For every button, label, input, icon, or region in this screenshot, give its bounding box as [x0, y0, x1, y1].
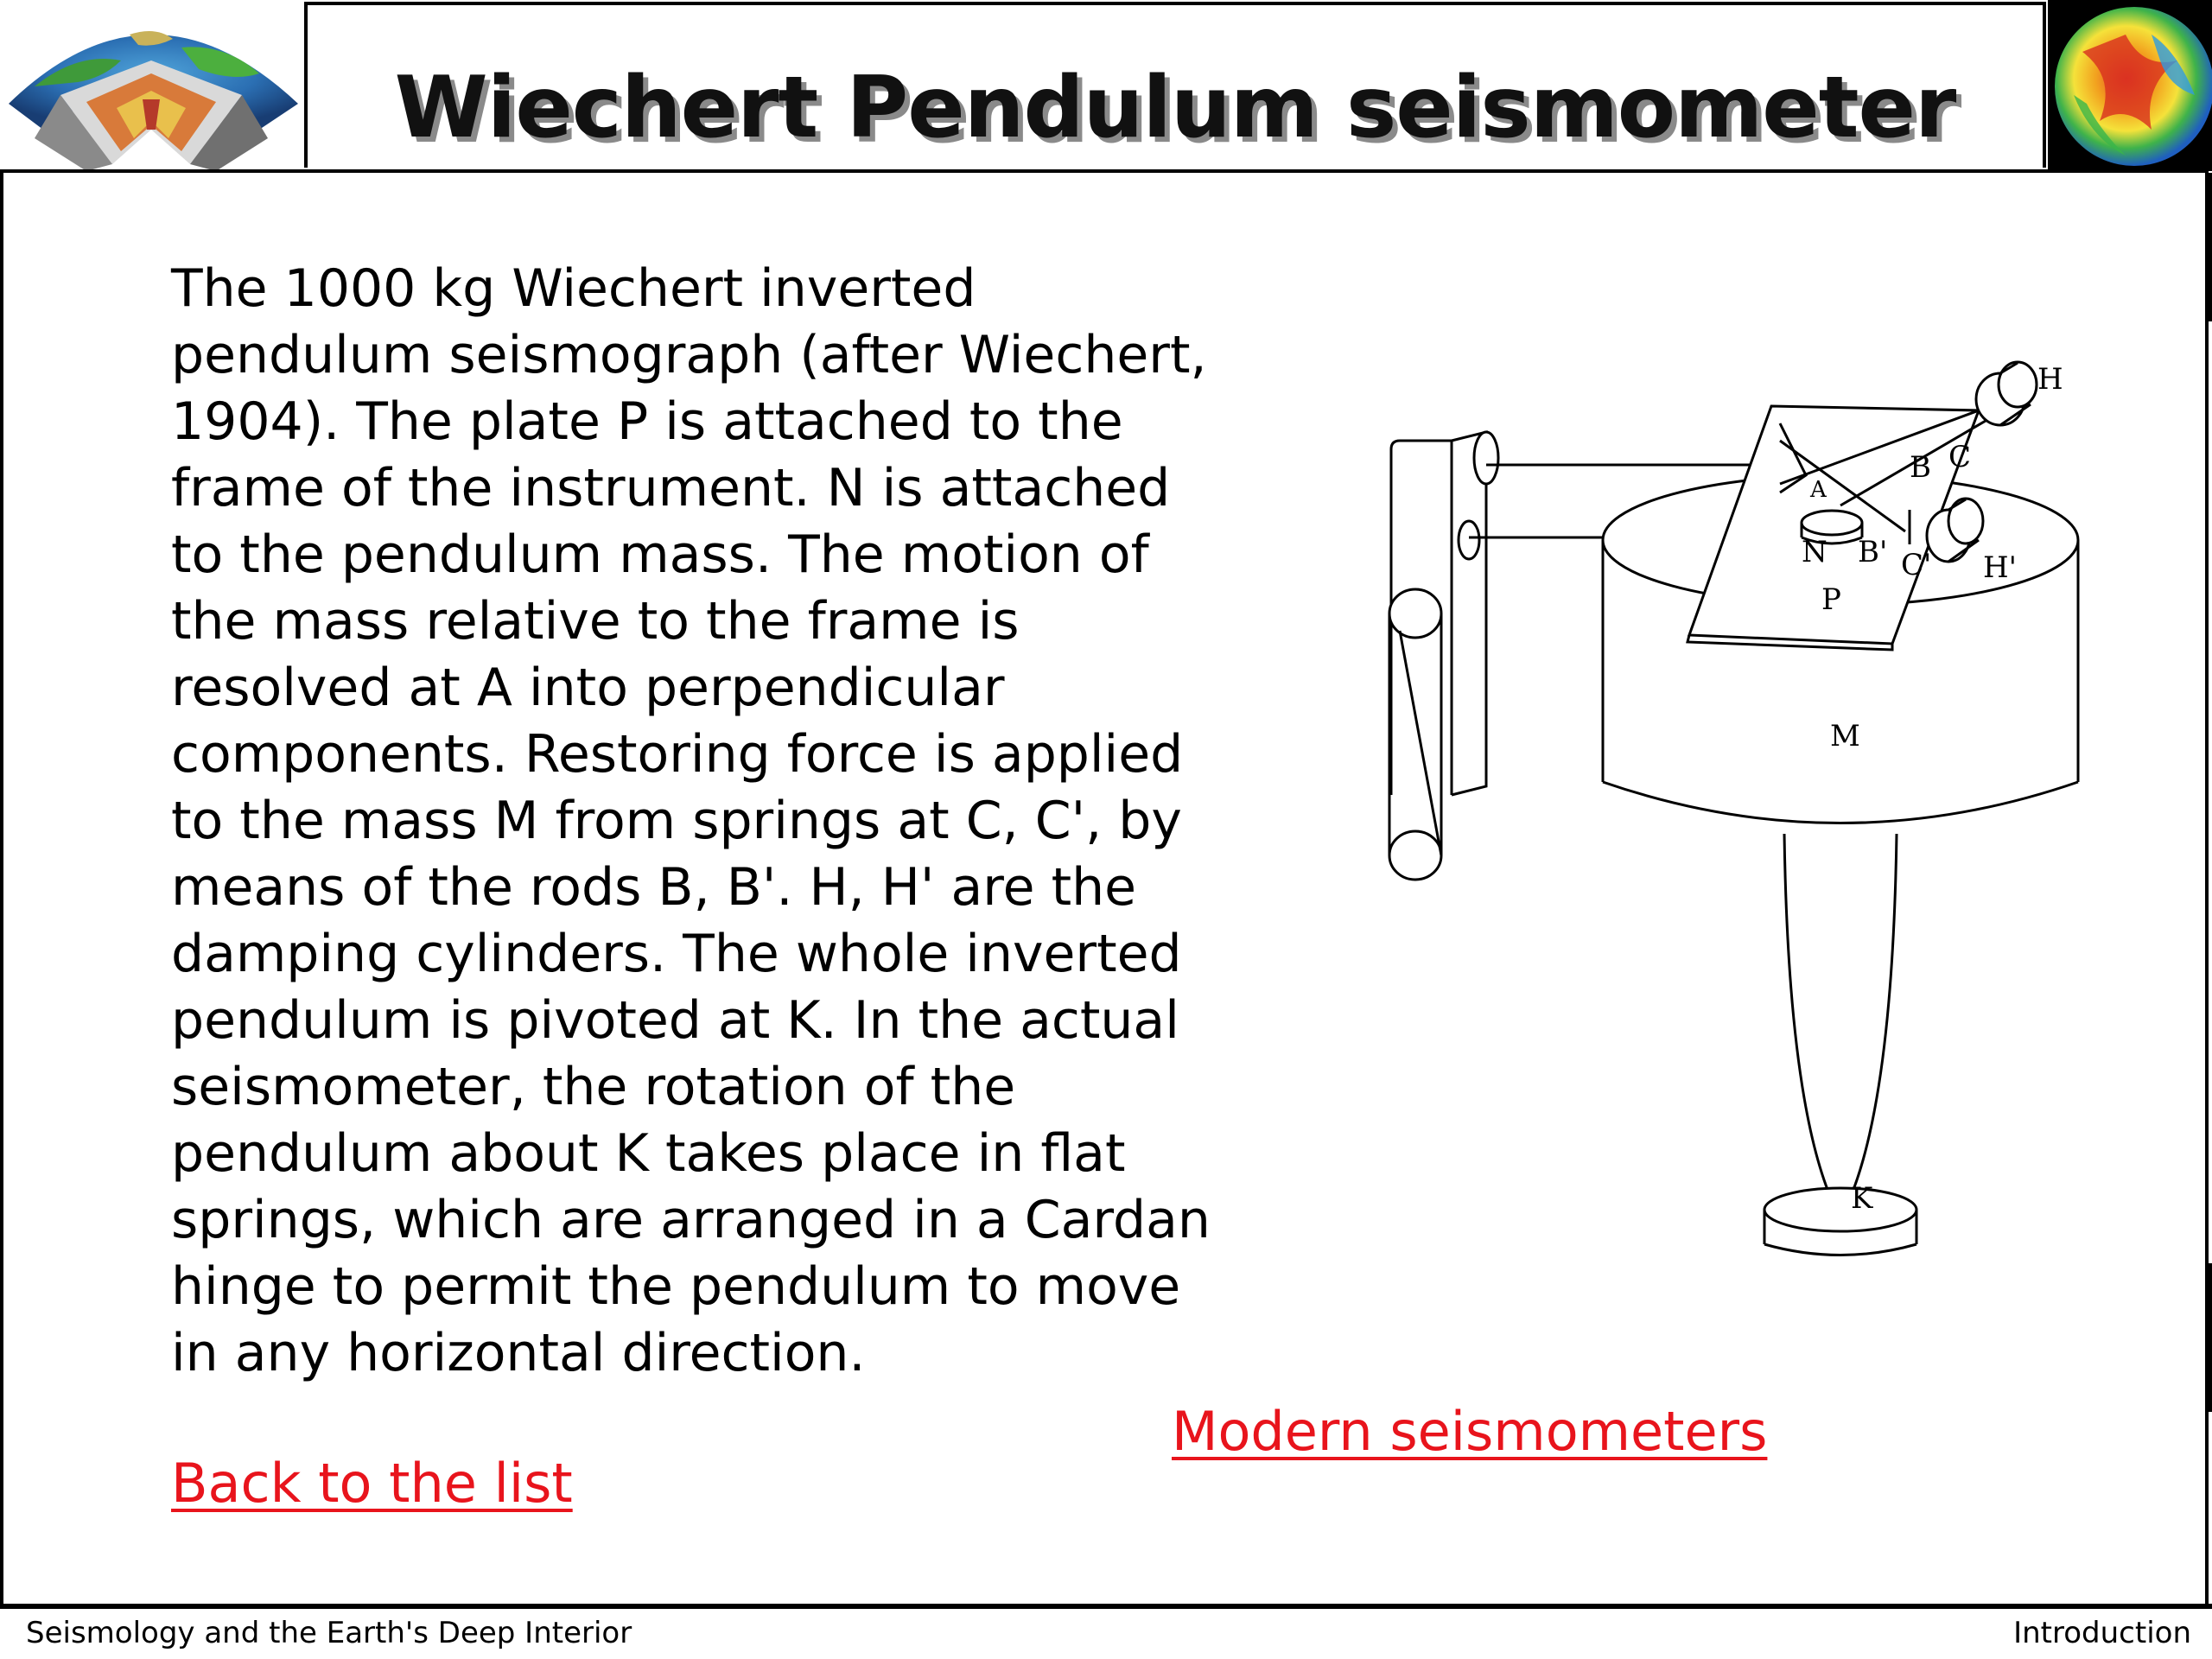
diagram-label-c-prime: C' [1901, 548, 1932, 582]
diagram-label-m: M [1830, 719, 1860, 753]
footer-section-name: Introduction [2013, 1616, 2191, 1650]
diagram-label-n: N [1802, 535, 1827, 569]
back-to-list-link[interactable]: Back to the list [171, 1452, 573, 1515]
diagram-label-h: H [2037, 362, 2063, 397]
earth-cutaway-logo [0, 0, 302, 171]
diagram-label-h-prime: H' [1983, 550, 2017, 585]
frame-accent [2206, 173, 2212, 321]
wiechert-pendulum-diagram [1374, 346, 2117, 1270]
slide-header [0, 0, 2212, 173]
slide-title: Wiechert Pendulum seismometer [394, 59, 1956, 157]
diagram-label-c: C [1948, 440, 1972, 474]
diagram-label-b: B [1910, 450, 1931, 485]
description-paragraph: The 1000 kg Wiechert inverted pendulum seismograph (after Wiechert, 1904). The plate P is attached to the frame of the instrument. N is attached to the pendulum mass. The motion of the mass relative to the frame is resolved at A into perpendicular components. Restoring force is applied to the mass M from springs at C, C', by means of the rods B, B'. H, H' are the damping cylinders. The whole inverted pendulum is pivoted at K. In the actual seismometer, the rotation of the pendulum about K takes place in flat springs, which are arranged in a Cardan hinge to permit the pendulum to move in any horizontal direction. [171, 258, 1211, 1383]
footer-course-title: Seismology and the Earth's Deep Interior [26, 1616, 632, 1650]
title-box [304, 2, 2046, 168]
footer-divider [0, 1604, 2212, 1609]
diagram-label-k: K [1851, 1181, 1873, 1216]
diagram-label-p: P [1821, 582, 1841, 617]
mantle-tomography-logo [2048, 0, 2212, 171]
diagram-label-b-prime: B' [1858, 535, 1888, 569]
modern-seismometers-link[interactable]: Modern seismometers [1172, 1400, 1768, 1463]
diagram-label-a: A [1810, 477, 1827, 503]
frame-accent [2206, 1263, 2212, 1412]
